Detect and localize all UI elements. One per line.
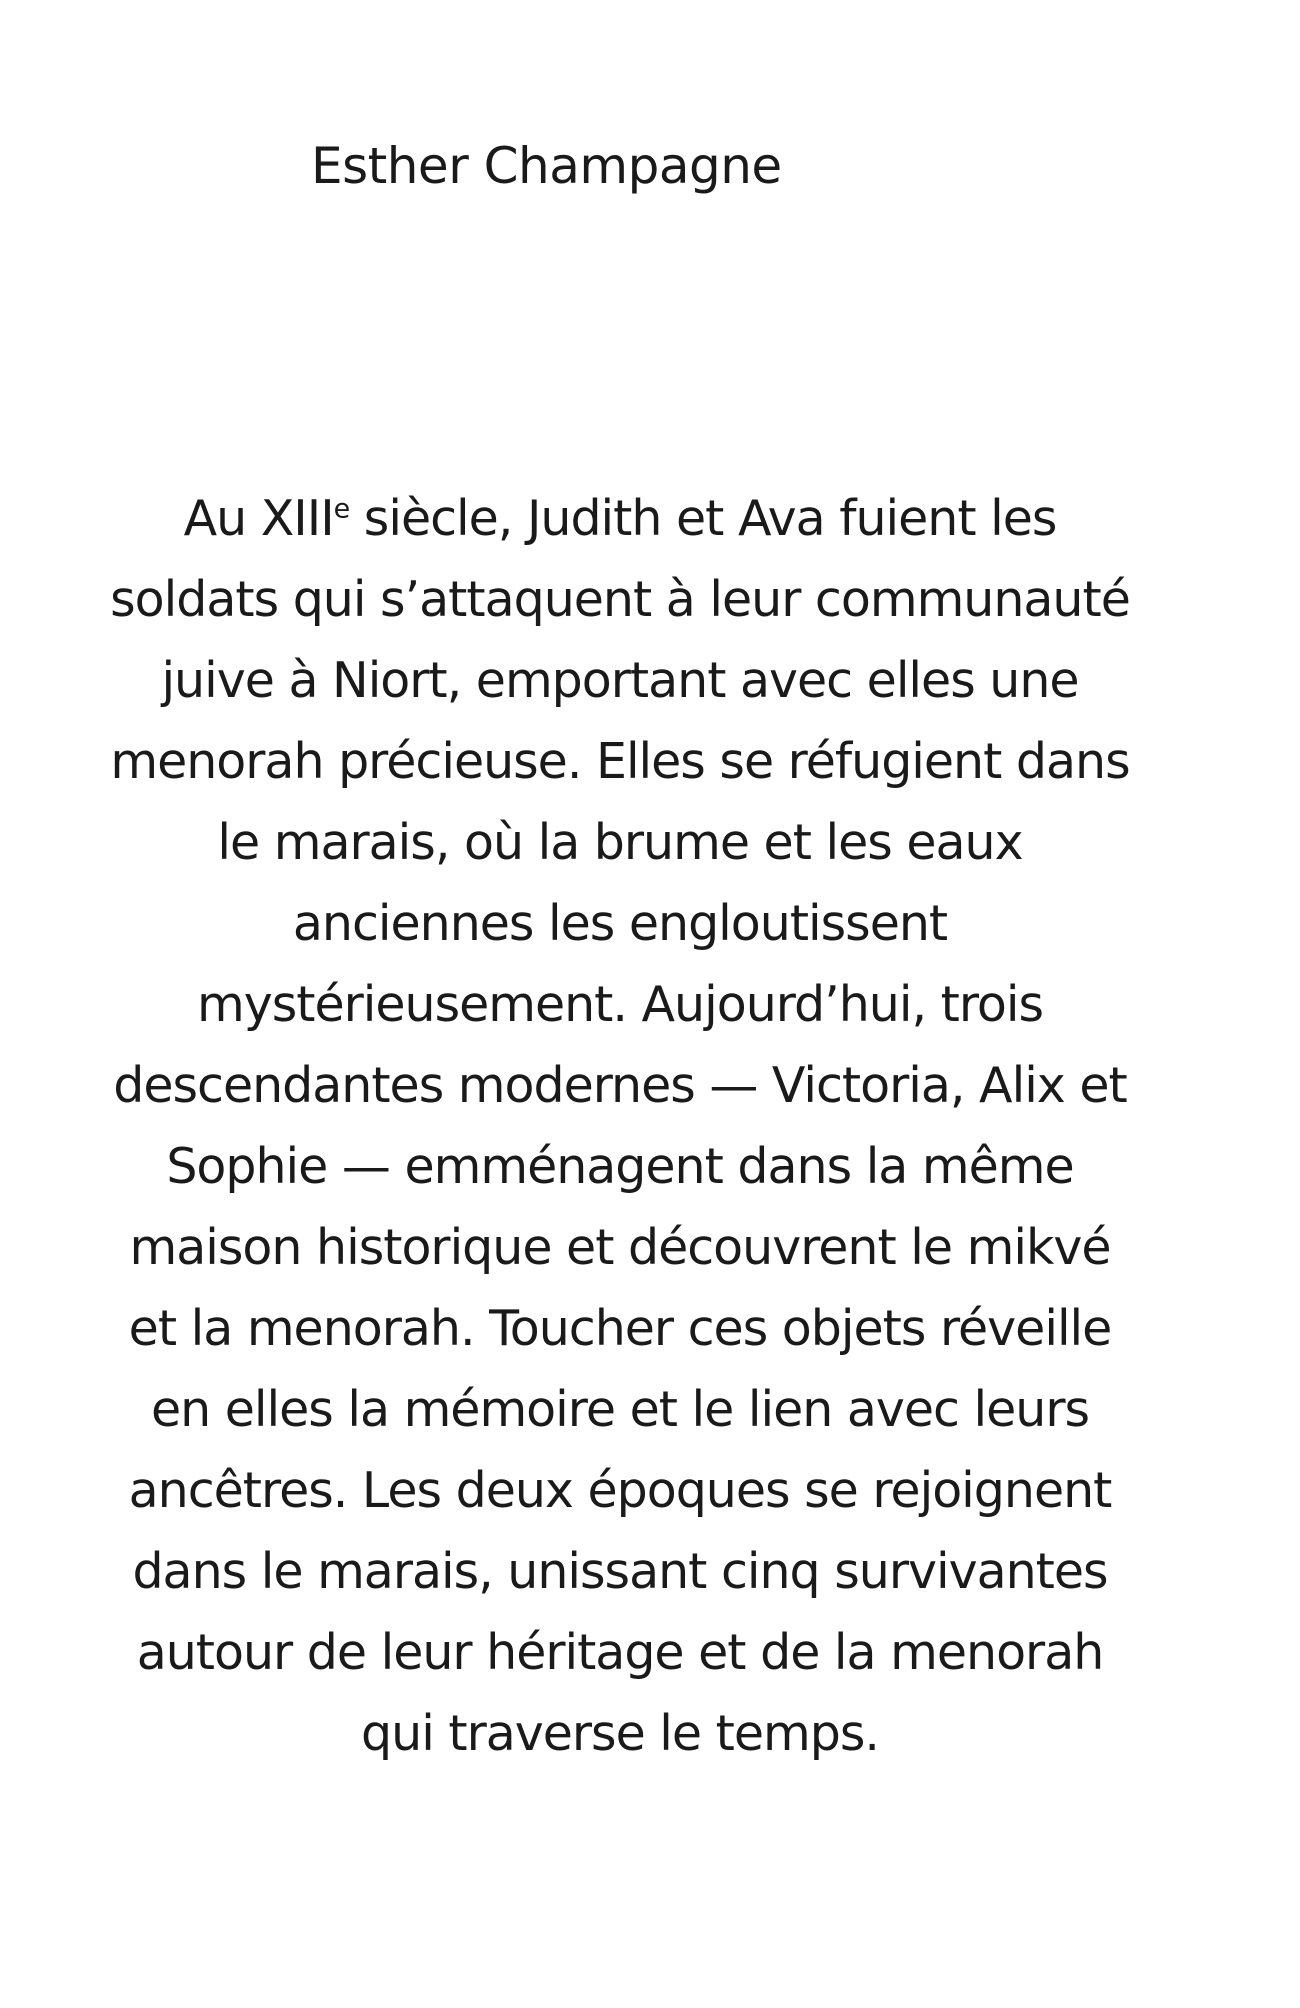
author-name: Esther Champagne — [311, 137, 782, 195]
summary-line: descendantes modernes — Victoria, Alix et — [113, 1057, 1127, 1114]
summary-line: ancêtres. Les deux époques se rejoignent — [128, 1462, 1112, 1519]
summary-line: maison historique et découvrent le mikvé — [129, 1219, 1111, 1276]
summary-line: anciennes les engloutissent — [292, 895, 948, 952]
summary-line: le marais, où la brume et les eaux — [217, 814, 1023, 871]
summary-line: Sophie — emménagent dans la même — [166, 1138, 1074, 1195]
century-superscript: e — [333, 493, 350, 525]
summary-line-1-prefix: Au XIII — [183, 490, 334, 547]
summary-line: menorah précieuse. Elles se réfugient dans — [110, 733, 1130, 790]
summary-line: juive à Niort, emportant avec elles une — [161, 652, 1079, 709]
summary-line: et la menorah. Toucher ces objets réveille — [128, 1300, 1112, 1357]
book-summary — [90, 478, 1150, 1774]
summary-line: en elles la mémoire et le lien avec leurs — [150, 1381, 1090, 1438]
summary-line: qui traverse le temps. — [361, 1705, 879, 1762]
summary-line: dans le marais, unissant cinq survivantes — [132, 1543, 1108, 1600]
summary-line: soldats qui s’attaquent à leur communauté — [110, 571, 1130, 628]
summary-line: autour de leur héritage et de la menorah — [136, 1624, 1104, 1681]
summary-line: mystérieusement. Aujourd’hui, trois — [196, 976, 1044, 1033]
summary-line-1 — [90, 478, 1150, 559]
summary-line-1-suffix: siècle, Judith et Ava fuient les — [349, 490, 1057, 547]
